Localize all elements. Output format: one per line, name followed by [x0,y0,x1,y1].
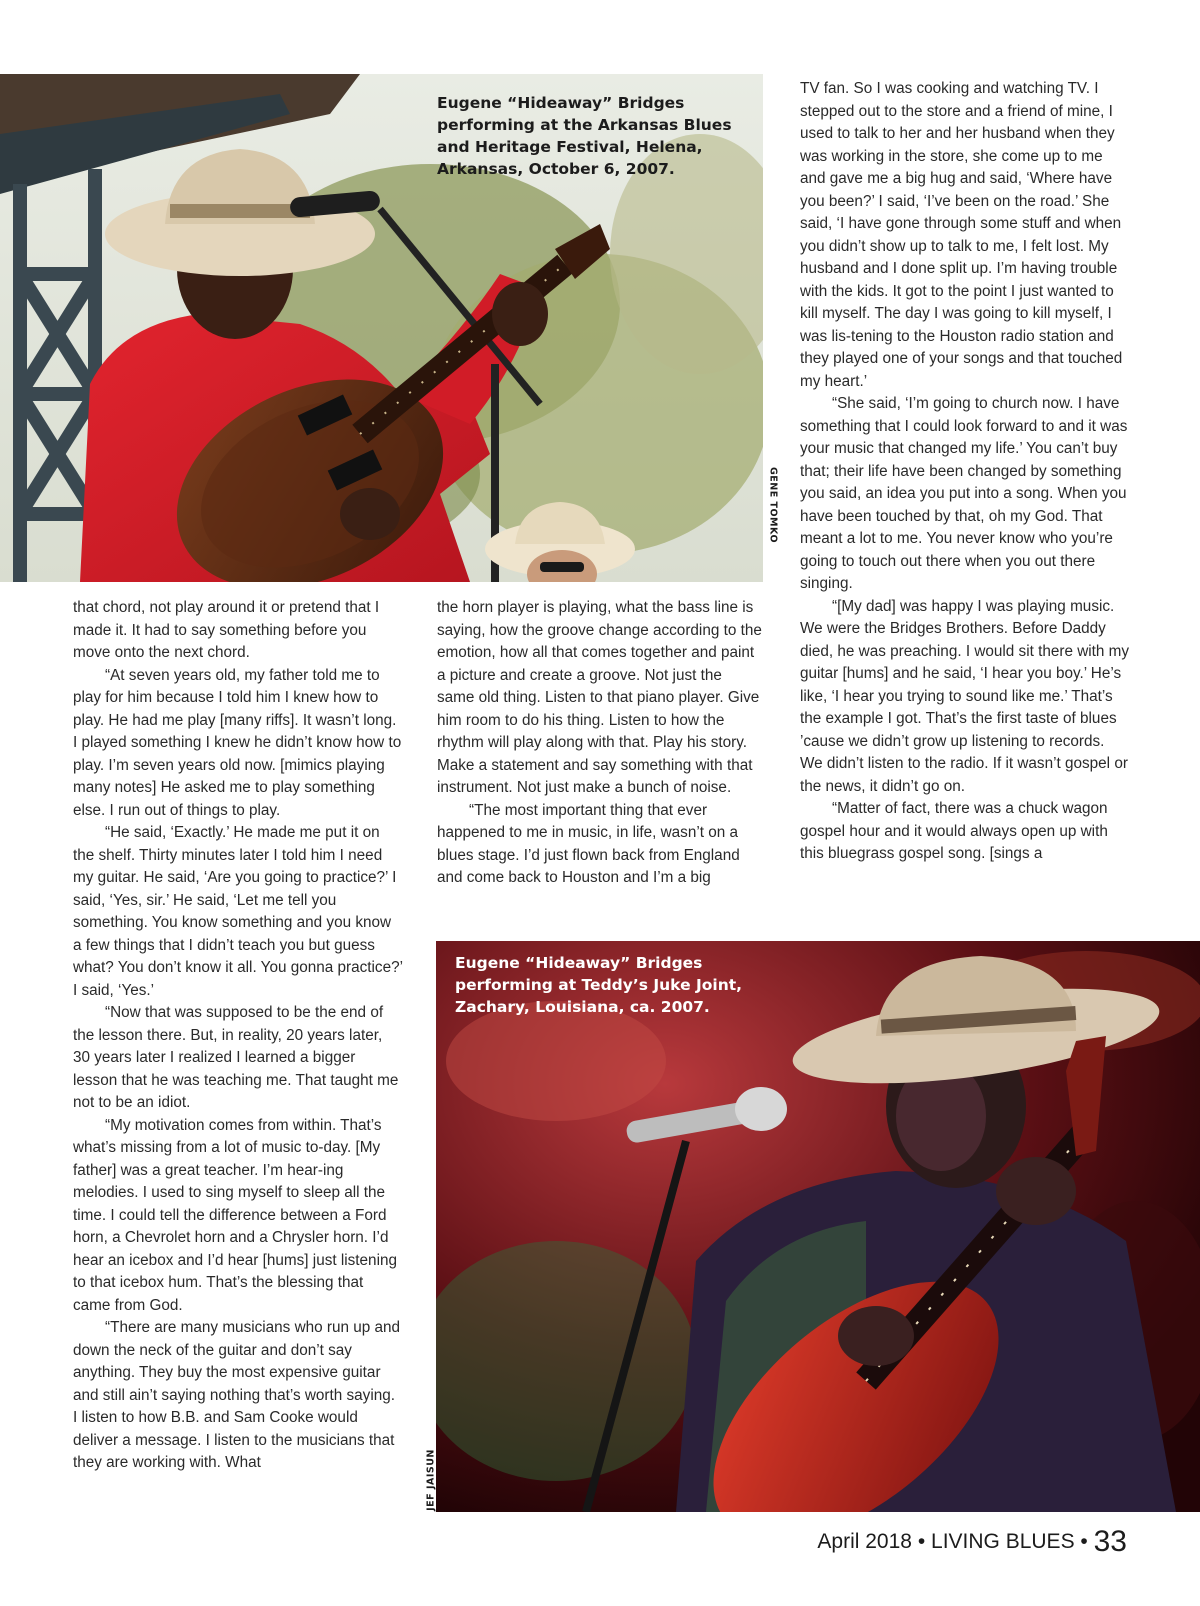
paragraph: “The most important thing that ever happened to me in music, in life, wasn’t on a blues stage. I’d just flown back from England and come back to Houston and I’m a big [437,801,740,886]
footer-separator: • [1080,1530,1088,1553]
article-column-3 [800,78,1130,866]
photo-caption-bottom: Eugene “Hideaway” Bridges performing at Teddy’s Juke Joint, Zachary, Louisiana, ca. 2007. [455,954,743,1016]
paragraph: that chord, not play around it or pretend that I made it. It had to say something before you move onto the next chord. [73,599,380,661]
paragraph: “[My dad] was happy I was playing music. We were the Bridges Brothers. Before Daddy died, he was preaching. I would sit there with my guitar [hums] and he said, ‘I hear you boy.’ He’s like, ‘I hear you trying to sound like me.’ That’s the example I got. That’s the first taste of blues ’cause we didn’t grow up listening to records. We didn’t listen to the radio. If it wasn’t gospel or the news, it didn’t go on. [800,597,1130,795]
paragraph: “She said, ‘I’m going to church now. I have something that I could look forward to and it was your music that changed my life.’ You can’t buy that; their life have been changed by something you said, an idea you put into a song. When you have been touched by that, oh my God. That meant a lot to me. You never know who you’re going to touch out there when you out there singing. [800,395,1128,592]
paragraph: “There are many musicians who run up and down the neck of the guitar and don’t say anything. They buy the most expensive guitar and still ain’t saying nothing that’s worth saying. I listen to how B.B. and Sam Cooke would deliver a message. I listen to the musicians that they are working with. What [73,1319,401,1471]
paragraph: the horn player is playing, what the bass line is saying, how the groove change according to the emotion, how all that comes together and paint a picture and create a groove. Not just the same old thing. Listen to that piano player. Give him room to do his thing. Listen to how the rhythm will play along with that. Play his story. Make a statement and say something with that instrument. Not just make a bunch of noise. [437,599,762,796]
photo-credit-top: GENE TOMKO [767,466,779,544]
issue-date: April 2018 [817,1530,912,1553]
paragraph: “He said, ‘Exactly.’ He made me put it on the shelf. Thirty minutes later I told him I need my guitar. He said, ‘Are you going to practice?’ I said, ‘Yes, sir.’ He said, ‘Let me tell you something. You know something and you know a few things that I didn’t teach you but guess what? You don’t know it all. You gonna practice?’ I said, ‘Yes.’ [73,824,403,999]
article-column-1 [73,597,403,1475]
juke-joint-photo [436,941,1200,1512]
photo-caption-top: Eugene “Hideaway” Bridges performing at the Arkansas Blues and Heritage Festival, Helena, Arkansas, October 6, 2007. [437,94,732,178]
photo-credit-bottom: JEF JAISUN [425,1449,437,1511]
paragraph: “Now that was supposed to be the end of the lesson there. But, in reality, 20 years later, 30 years later I realized I learned a bigger lesson that he was teaching me. That taught me not to be an idiot. [73,1004,399,1111]
paragraph: “Matter of fact, there was a chuck wagon gospel hour and it would always open up with this bluegrass gospel song. [sings a [800,800,1108,862]
page-number: 33 [1093,1525,1127,1558]
paragraph: “At seven years old, my father told me to play for him because I told him I knew how to play. He had me play [many riffs]. It wasn’t long. I played something I knew he didn’t know how to play. I’m seven years old now. [mimics playing many notes] He asked me to play something else. I run out of things to play. [73,666,402,819]
footer-separator: • [917,1530,926,1553]
paragraph: TV fan. So I was cooking and watching TV. I stepped out to the store and a friend of mine, I used to talk to her and her husband when they was working in the store, she come up to me and gave me a big hug and said, ‘Where have you been?’ I said, ‘I’ve been on the road.’ She said, ‘I have gone through some stuff and when you didn’t show up to talk to me, I felt lost. My husband and I done split up. I’m having trouble with the kids. It got to the point I just wanted to kill myself. The day I was going to kill myself, I was lis-tening to the Houston radio station and they played one of your songs and that touched my heart.’ [800,80,1123,390]
article-column-2 [437,597,762,890]
page-footer [817,1525,1127,1559]
magazine-name: LIVING BLUES [931,1530,1075,1553]
paragraph: “My motivation comes from within. That’s what’s missing from a lot of music to-day. [My father] was a great teacher. I’m hear-ing melodies. I used to sing myself to sleep all the time. I could tell the difference between a Ford horn, a Chevrolet horn and a Chrysler horn. I’d hear an icebox and I’d hear [hums] just listening to that icebox hum. That’s the blessing that came from God. [73,1116,397,1314]
